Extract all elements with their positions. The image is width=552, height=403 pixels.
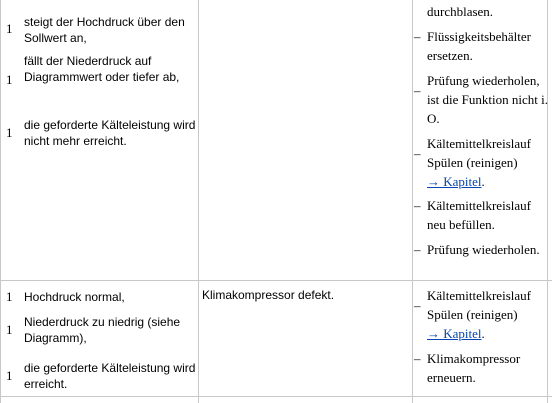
condition-number: 1 — [6, 125, 13, 140]
remedy-dash: – — [414, 351, 421, 366]
condition-text: fällt der Niederdruck auf Diagrammwert oder tiefer ab, — [24, 54, 180, 84]
remedy-dash: – — [414, 83, 421, 98]
condition-text: steigt der Hochdruck über den Sollwert an, — [24, 15, 185, 45]
remedy-text: Prüfung wiederholen, ist die Funktion nicht i. O. — [427, 73, 548, 126]
remedy-dash: – — [414, 29, 421, 44]
condition-text: die geforderte Kälteleistung wird nicht mehr erreicht. — [24, 118, 196, 148]
remedy-label: Kältemittelkreislauf Spülen (reinigen) — [427, 136, 531, 170]
row-border — [0, 396, 552, 397]
kapitel-link[interactable]: → Kapitel — [427, 326, 482, 341]
condition-number: 1 — [6, 289, 13, 304]
remedy-dash: – — [414, 146, 421, 161]
remedy-text: durchblasen. — [427, 4, 494, 19]
cause-text: Klimakompressor defekt. — [202, 288, 335, 302]
column-border — [0, 0, 1, 403]
remedy-dash: – — [414, 298, 421, 313]
condition-number: 1 — [6, 72, 13, 87]
column-border — [412, 0, 413, 403]
remedy-text: Kältemittelkreislauf Spülen (reinigen) → Kapitel. — [427, 288, 531, 341]
remedy-dash: – — [414, 198, 421, 213]
remedy-text: Kältemittelkreislauf neu befüllen. — [427, 198, 531, 232]
remedy-text: Prüfung wiederholen. — [427, 242, 540, 257]
remedy-text: Kältemittelkreislauf Spülen (reinigen) → Kapitel. — [427, 136, 531, 189]
condition-text: Hochdruck normal, — [24, 290, 125, 304]
kapitel-link[interactable]: → Kapitel — [427, 174, 482, 189]
row-border — [0, 280, 552, 281]
condition-number: 1 — [6, 322, 13, 337]
remedy-dash: – — [414, 242, 421, 257]
condition-number: 1 — [6, 21, 13, 36]
remedy-label: Kältemittelkreislauf Spülen (reinigen) — [427, 288, 531, 322]
remedy-text: Flüssigkeitsbehälter ersetzen. — [427, 29, 531, 63]
remedy-text: Klimakompressor erneuern. — [427, 351, 521, 385]
condition-text: die geforderte Kälteleistung wird erreicht. — [24, 361, 196, 391]
condition-number: 1 — [6, 368, 13, 383]
condition-text: Niederdruck zu niedrig (siehe Diagramm), — [24, 315, 181, 345]
